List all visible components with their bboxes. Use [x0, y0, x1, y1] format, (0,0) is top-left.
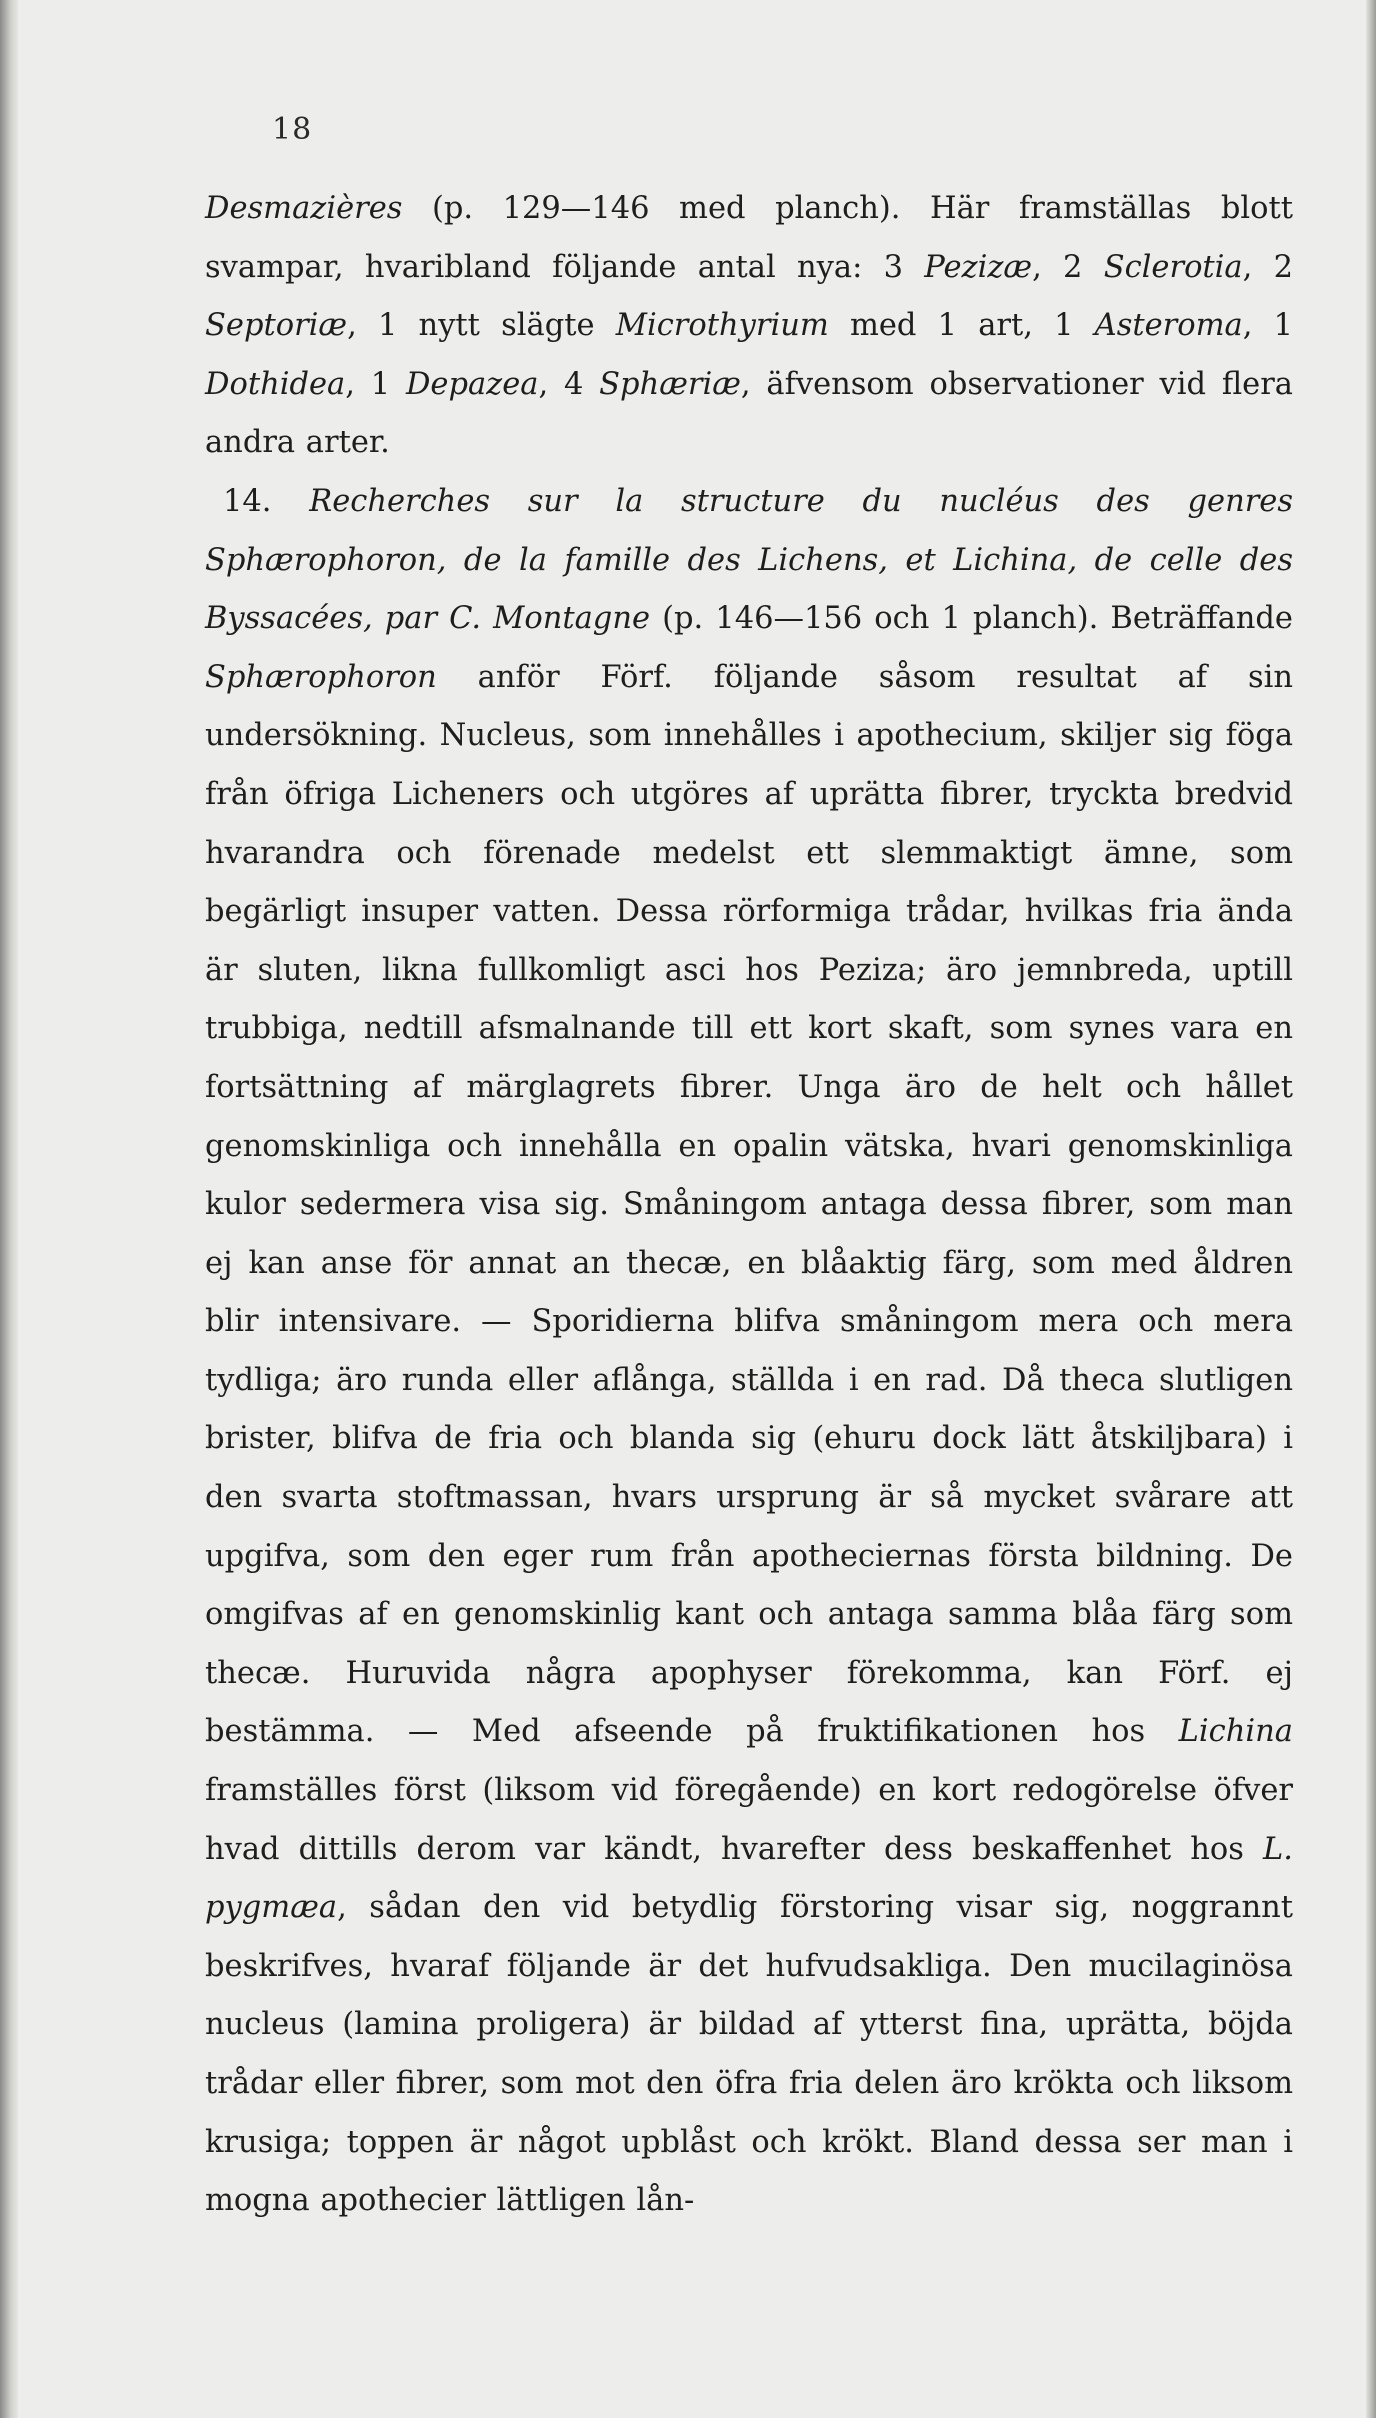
paragraph-desmazieres: [205, 180, 1293, 473]
italic-text-run: Pezizæ: [924, 249, 1033, 285]
text-run: anför Förf. följande såsom resultat af sin undersökning. Nucleus, som innehålles i apothecium, skiljer sig föga från öfriga Licheners och utgöres af uprätta fibrer, tryckta bredvid hvarandra och förenade medelst ett slemmaktigt ämne, som begärligt insuper vatten. Dessa rörformiga trådar, hvilkas fria ända är sluten, likna fullkomligt asci hos Peziza; äro jemnbreda, uptill trubbiga, nedtill afsmalnande till ett kort skaft, som synes vara en fortsättning af märglagrets fibrer. Unga äro de helt och hållet genomskinliga och innehålla en opalin vätska, hvari genomskinliga kulor sedermera visa sig. Småningom antaga dessa fibrer, som man ej kan anse för annat an thecæ, en blåaktig färg, som med åldren blir intensivare. — Sporidierna blifva småningom mera och mera tydliga; äro runda eller aflånga, ställda i en rad. Då theca slutligen brister, blifva de fria och blanda sig (ehuru dock lätt åtskiljbara) i den svarta stoftmassan, hvars ursprung är så mycket svårare att upgifva, som den eger rum från apotheciernas första bildning. De omgifvas af en genomskinlig kant och antaga samma blåa färg som thecæ. Huruvida några apophyser förekomma, kan Förf. ej bestämma. — Med afseende på fruktifikationen hos: [205, 659, 1293, 1750]
italic-text-run: L. pygmæa: [205, 1831, 1293, 1926]
italic-text-run: Depazea: [405, 366, 539, 402]
paragraph-entry-14: [205, 473, 1293, 2231]
italic-text-run: Lichina: [1178, 1714, 1293, 1750]
text-run: , 4: [538, 366, 600, 402]
text-run: (p. 146—156 och 1 planch). Beträffande: [650, 601, 1293, 637]
italic-text-run: Sclerotia: [1103, 249, 1243, 285]
italic-text-run: Asteroma: [1094, 308, 1243, 344]
text-run: 14.: [223, 483, 310, 519]
italic-text-run: Recherches sur la structure du nucléus des genres Sphærophoron, de la famille des Lichens, et Lichina, de celle des Byssacées, par C. Montagne: [205, 483, 1293, 637]
page-right-edge-shadow: [1366, 0, 1376, 2418]
text-run: (p. 129—146 med planch). Här framställas blott svampar, hvaribland följande antal nya: 3: [205, 191, 1293, 285]
text-run: med 1 art, 1: [828, 308, 1095, 344]
italic-text-run: Sphæriæ: [599, 366, 741, 402]
italic-text-run: Septoriæ: [205, 308, 348, 344]
text-run: , sådan den vid betydlig förstoring visar sig, noggrannt beskrifves, hvaraf följande är det hufvudsakliga. Den mucilaginösa nucleus (lamina proligera) är bildad af ytterst fina, uprätta, böjda trådar eller fibrer, som mot den öfra fria delen äro krökta och liksom krusiga; toppen är något upblåst och krökt. Bland dessa ser man i mogna apothecier lättligen lån-: [205, 1890, 1293, 2219]
text-run: , 1: [1242, 308, 1293, 344]
italic-text-run: Desmazières: [205, 191, 403, 226]
text-run: , äfvensom observationer vid flera andra arter.: [205, 366, 1293, 461]
text-run: , 1: [345, 366, 406, 402]
italic-text-run: Sphærophoron: [205, 659, 437, 695]
page-left-edge-shadow: [0, 0, 18, 2418]
text-run: , 1 nytt slägte: [347, 308, 616, 344]
text-run: , 2: [1242, 249, 1293, 285]
italic-text-run: Dothidea: [205, 366, 346, 402]
text-run: , 2: [1032, 249, 1104, 285]
body-text: [205, 180, 1293, 2231]
page-number: 18: [272, 112, 313, 147]
text-run: framställes först (liksom vid föregående) en kort redogörelse öfver hvad dittills derom var kändt, hvarefter dess beskaffenhet hos: [205, 1773, 1293, 1867]
italic-text-run: Microthyrium: [615, 308, 829, 344]
